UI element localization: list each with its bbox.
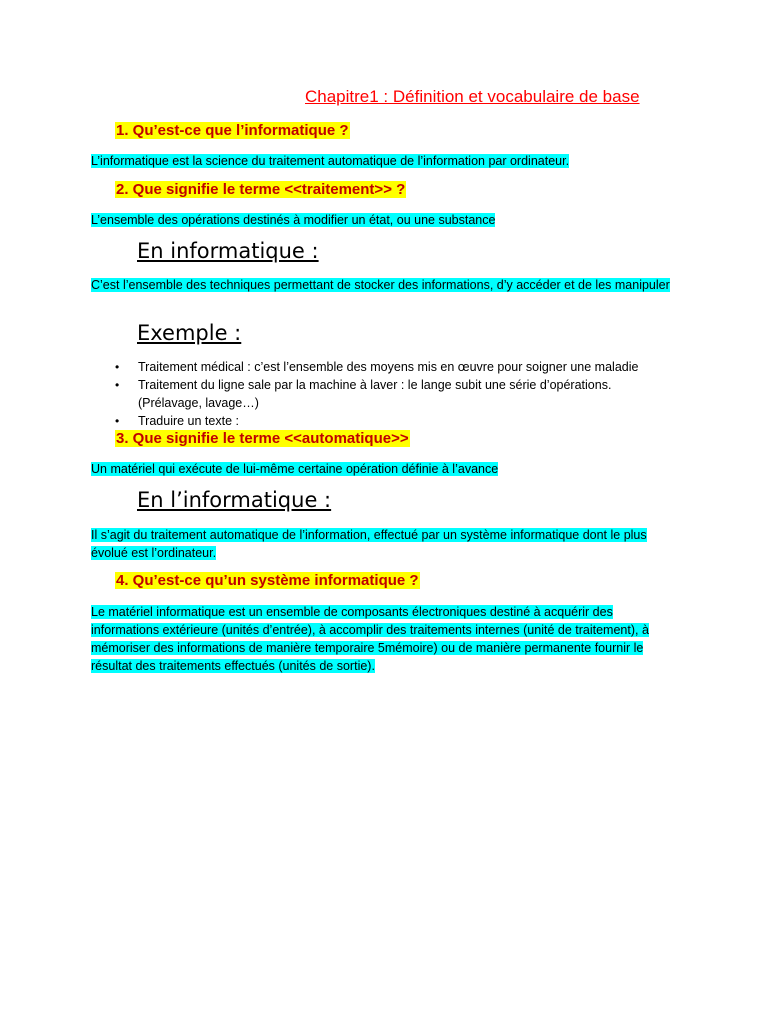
chapter-title: Chapitre1 : Définition et vocabulaire de base (305, 87, 640, 106)
question-3-heading (115, 430, 410, 447)
answer-4-paragraph (91, 603, 677, 675)
question-2-heading (115, 181, 406, 198)
bullet-icon: • (115, 414, 120, 428)
example-1-text: Traitement médical : c’est l’ensemble des moyens mis en œuvre pour soigner une maladie (138, 360, 639, 374)
list-item (115, 376, 675, 412)
question-1-label: 1. Qu’est-ce que l’informatique ? (116, 122, 349, 139)
automatic-definition-text: Il s’agit du traitement automatique de l’information, effectué par un système informatique dont le plus évolué est l’ordinateur. (91, 528, 647, 560)
definition-text: C’est l’ensemble des techniques permettant de stocker des informations, d’y accéder et de les manipuler (91, 278, 670, 292)
answer-3-text: Un matériel qui exécute de lui-même certaine opération définie à l’avance (91, 462, 499, 476)
example-3-text: Traduire un texte : (138, 414, 239, 428)
bullet-icon: • (115, 360, 120, 374)
example-2-text: Traitement du ligne sale par la machine à laver : le lange subit une série d’opérations. (Prélavage, lavage…) (138, 378, 612, 410)
answer-1-paragraph (91, 152, 677, 170)
automatic-definition-paragraph (91, 526, 677, 562)
answer-2-text: L’ensemble des opérations destinés à modifier un état, ou une substance (91, 213, 496, 227)
question-3-label: 3. Que signifie le terme <<automatique>> (116, 430, 409, 447)
list-item (115, 412, 675, 430)
question-1-heading (115, 122, 350, 139)
question-4-heading (115, 572, 420, 589)
answer-2-paragraph (91, 211, 677, 229)
list-item (115, 358, 675, 376)
heading-en-informatique: En informatique : (137, 239, 319, 263)
question-4-label: 4. Qu’est-ce qu’un système informatique ? (116, 572, 419, 589)
answer-1-text: L’informatique est la science du traitement automatique de l’information par ordinateur. (91, 154, 570, 168)
definition-paragraph (91, 276, 677, 294)
bullet-icon: • (115, 378, 120, 392)
answer-4-text: Le matériel informatique est un ensemble de composants électroniques destiné à acquérir des informations extérieure (unités d’entrée), à accomplir des traitements internes (unité de traitement), à mémoriser des informations de manière temporaire 5mémoire) ou de manière permanente fournir le résultat des traitements effectués (unités de sortie). (91, 605, 649, 673)
heading-en-l-informatique: En l’informatique : (137, 488, 332, 512)
examples-list (115, 358, 675, 430)
heading-exemple: Exemple : (137, 321, 242, 345)
question-2-label: 2. Que signifie le terme <<traitement>> ? (116, 181, 406, 198)
answer-3-paragraph (91, 460, 677, 478)
